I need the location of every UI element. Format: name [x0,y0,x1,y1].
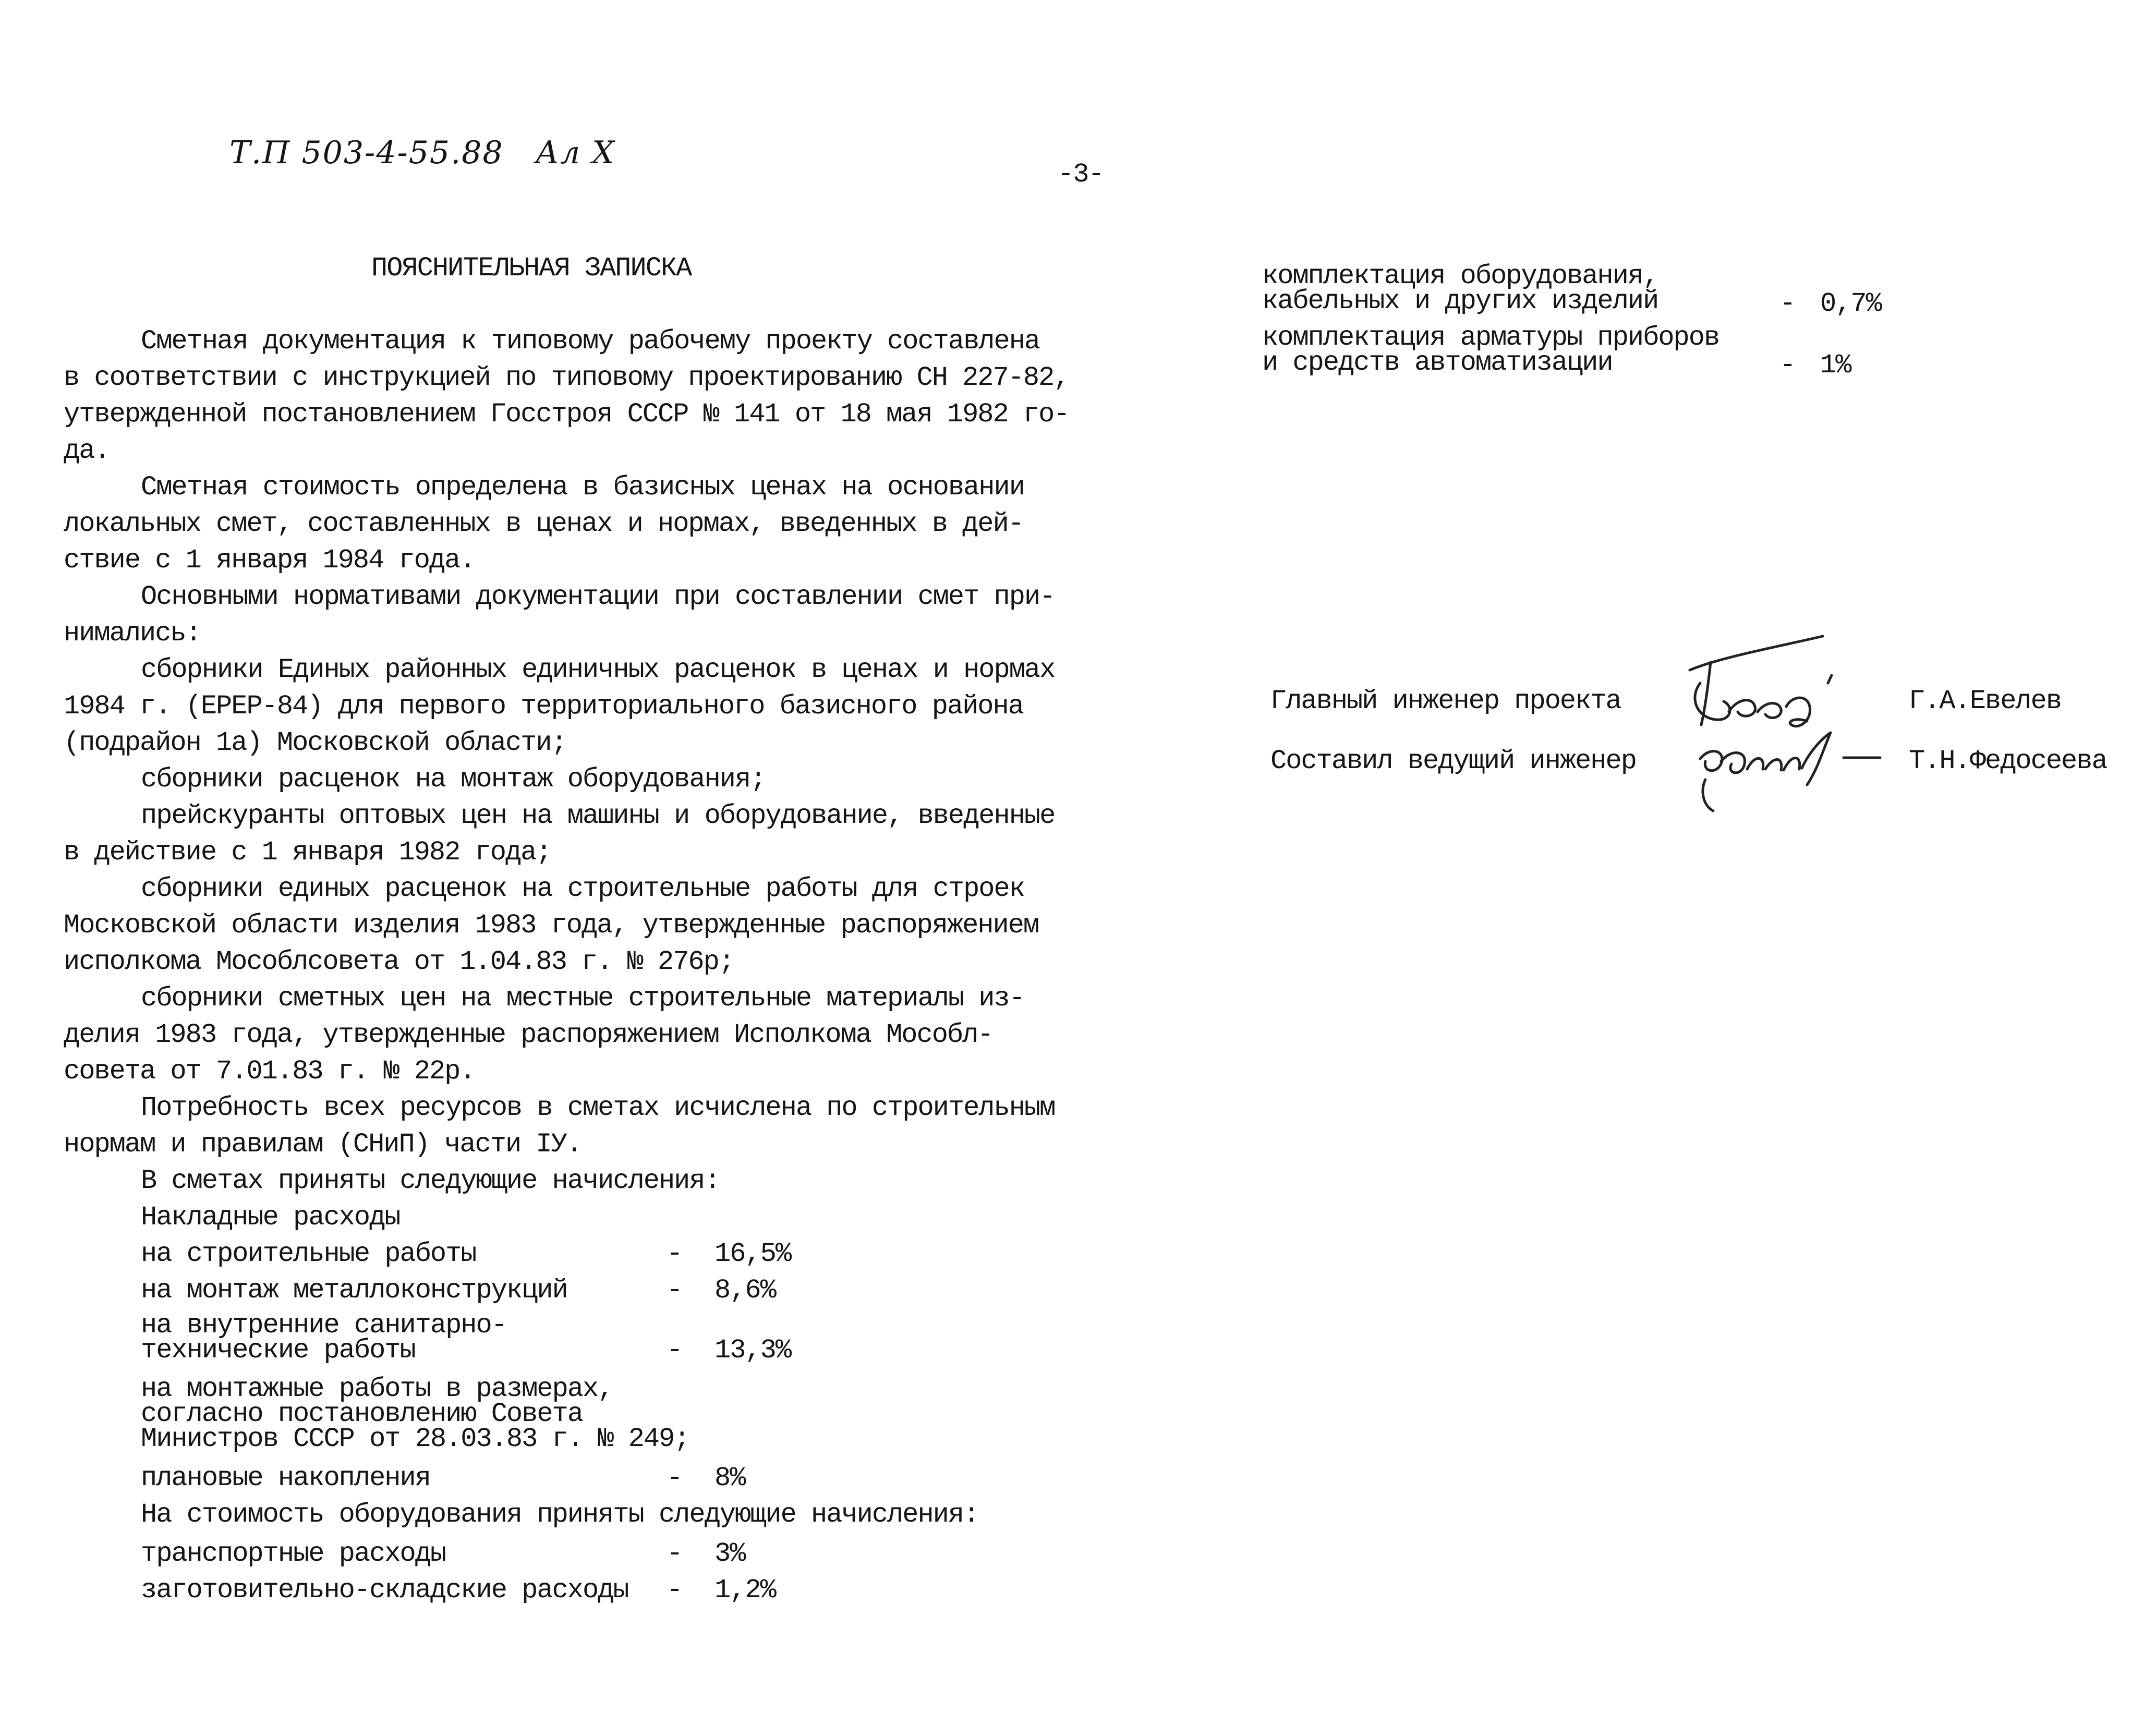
charge-dash: - [667,1238,682,1269]
charge-label: на внутренние санитарно- [141,1310,506,1341]
document-code [229,135,615,171]
charge-dash: - [1779,350,1795,381]
charge-label: на монтажные работы в размерах, [141,1374,613,1404]
body-line: прейскуранты оптовых цен на машины и оборудование, введенные [141,800,1055,831]
signatory-name: Т.Н.Федосеева [1909,746,2107,776]
signatory-name: Г.А.Евелев [1909,686,2062,716]
body-line: Потребность всех ресурсов в сметах исчислена по строительным [141,1092,1055,1123]
charge-value: 3% [714,1538,745,1569]
body-line: локальных смет, составленных в ценах и нормах, введенных в дей- [64,508,1023,539]
charge-label: заготовительно-складские расходы [141,1575,628,1606]
signature-compiler [1690,727,1888,816]
charge-value: 8% [714,1463,745,1493]
charge-label: на строительные работы [141,1238,476,1269]
charge-label: технические работы [141,1335,415,1366]
body-line: сборники единых расценок на строительные работы для строек [141,873,1024,904]
album-number: Ал Х [535,135,616,171]
charge-value: 16,5% [714,1238,791,1269]
charge-value: 1% [1820,350,1851,381]
body-line: в действие с 1 января 1982 года; [64,837,551,868]
charge-dash: - [667,1463,682,1493]
body-line: в соответствии с инструкцией по типовому проектированию СН 227-82, [64,362,1069,393]
charge-label: транспортные расходы [141,1538,446,1569]
page-number: -3- [1058,159,1104,190]
signatory-role: Главный инженер проекта [1270,686,1621,716]
charge-value: 0,7% [1820,288,1881,319]
document-code-text: Т.П 503-4-55.88 [229,135,504,171]
body-line: да. [64,435,110,466]
charge-label: на монтаж металлоконструкций [141,1275,567,1306]
charge-dash: - [667,1575,682,1606]
page-title: ПОЯСНИТЕЛЬНАЯ ЗАПИСКА [371,253,692,284]
body-line: В сметах приняты следующие начисления: [141,1165,720,1196]
body-line: исполкома Мособлсовета от 1.04.83 г. № 276р; [64,946,734,977]
charge-dash: - [1779,288,1795,319]
body-line: утвержденной постановлением Госстроя СССР № 141 от 18 мая 1982 го- [64,399,1069,430]
body-line: нормам и правилам (СНиП) части IУ. [64,1129,582,1160]
charge-label: и средств автоматизации [1262,347,1613,378]
body-line: Сметная стоимость определена в базисных ценах на основании [141,472,1024,503]
equipment-heading: На стоимость оборудования приняты следующие начисления: [141,1499,979,1530]
charge-label: плановые накопления [141,1463,430,1493]
charge-label: комплектация оборудования, [1262,261,1658,291]
body-line: (подрайон 1а) Московской области; [64,727,566,758]
body-line: Основными нормативами документации при составлении смет при- [141,581,1055,612]
body-line: Московской области изделия 1983 года, утвержденные распоряжением [64,910,1039,941]
charge-label: комплектация арматуры приборов [1262,322,1719,353]
signatory-role: Составил ведущий инженер [1270,746,1636,776]
body-line: Сметная документация к типовому рабочему проекту составлена [141,326,1040,357]
body-line: нимались: [64,618,201,649]
body-line: сборники Единых районных единичных расценок в ценах и нормах [141,654,1055,685]
charge-dash: - [667,1538,682,1569]
charge-label: кабельных и других изделий [1262,286,1658,317]
body-line: сборники расценок на монтаж оборудования; [141,764,766,795]
charge-label: Министров СССР от 28.03.83 г. № 249; [141,1424,689,1454]
charge-dash: - [667,1275,682,1306]
body-line: сборники сметных цен на местные строительные материалы из- [141,983,1024,1014]
signature-chief-engineer [1679,634,1851,743]
charge-dash: - [667,1335,682,1366]
body-line: совета от 7.01.83 г. № 22р. [64,1056,475,1087]
charge-value: 13,3% [714,1335,791,1366]
body-line: Накладные расходы [141,1202,400,1233]
body-line: делия 1983 года, утвержденные распоряжением Исполкома Мособл- [64,1019,993,1050]
body-line: 1984 г. (ЕРЕР-84) для первого территориального базисного района [64,691,1023,722]
body-line: ствие с 1 января 1984 года. [64,545,475,576]
charge-label: согласно постановлению Совета [141,1399,583,1429]
charge-value: 1,2% [714,1575,776,1606]
charge-value: 8,6% [714,1275,776,1306]
